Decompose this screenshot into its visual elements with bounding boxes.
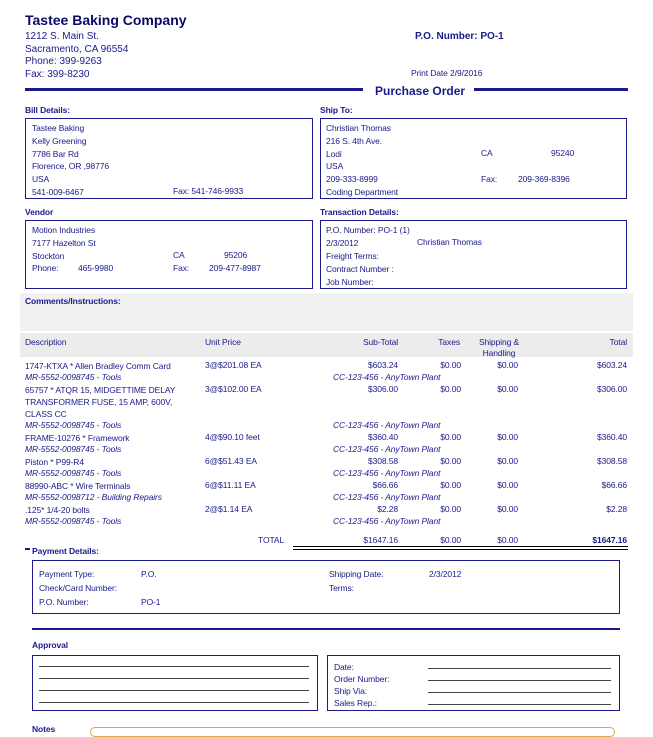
title-rule-left — [25, 88, 363, 91]
payment-type-label: Payment Type: — [39, 569, 95, 579]
approval-labels — [334, 661, 389, 709]
approval-line — [428, 692, 611, 693]
col-shipping: Shipping & Handling — [478, 337, 520, 358]
ship-box — [320, 118, 627, 199]
item-total: $306.00 — [596, 384, 627, 394]
item-unit-price: 3@$102.00 EA — [205, 384, 262, 394]
totals-rule-left — [25, 548, 30, 550]
transaction-contract: Contract Number : — [326, 264, 394, 274]
comments-heading: Comments/Instructions: — [25, 296, 121, 306]
vendor-heading: Vendor — [25, 207, 54, 217]
item-tax: $0.00 — [440, 480, 461, 490]
item-description: .125* 1/4-20 bolts — [25, 505, 90, 515]
ship-lines — [326, 122, 398, 199]
item-shipping: $0.00 — [497, 504, 518, 514]
company-phone: Phone: 399-9263 — [25, 56, 102, 67]
item-shipping: $0.00 — [497, 360, 518, 370]
item-description: 65757 * ATQR 15, MIDGETTIME DELAY TRANSFORMER FUSE, 15 AMP, 600V, CLASS CC — [25, 385, 176, 419]
bill-heading: Bill Details: — [25, 105, 70, 115]
item-account: MR-5552-0098712 - Building Repairs — [25, 492, 162, 502]
item-shipping: $0.00 — [497, 456, 518, 466]
approval-line — [428, 704, 611, 705]
item-description: 88990-ABC * Wire Terminals — [25, 481, 131, 491]
ship-name: Christian Thomas — [326, 123, 391, 133]
transaction-lines — [326, 224, 410, 289]
vendor-name: Motion Industries — [32, 225, 96, 235]
shipping-date-label: Shipping Date: — [329, 569, 384, 579]
company-address-line1: 1212 S. Main St. — [25, 31, 99, 42]
approval-details-box — [327, 655, 620, 711]
ship-zip: 95240 — [551, 148, 575, 158]
bill-line: Tastee Baking — [32, 123, 85, 133]
col-total: Total — [609, 337, 627, 347]
vendor-zip: 95206 — [224, 250, 248, 260]
vendor-street: 7177 Hazelton St — [32, 238, 96, 248]
bill-fax: Fax: 541-746-9933 — [173, 186, 244, 196]
ship-country: USA — [326, 161, 344, 172]
col-unit-price: Unit Price — [205, 337, 241, 347]
totals-double-rule — [293, 546, 628, 550]
item-subtotal: $2.28 — [377, 504, 398, 514]
item-total: $360.40 — [596, 432, 627, 442]
approval-heading: Approval — [32, 640, 69, 650]
transaction-box — [320, 220, 627, 289]
item-tax: $0.00 — [440, 384, 461, 394]
bill-line: 541-009-6467 — [32, 186, 84, 197]
approval-shipvia-label: Ship Via: — [334, 686, 367, 696]
item-unit-price: 4@$90.10 feet — [205, 432, 260, 442]
approval-order-label: Order Number: — [334, 674, 390, 684]
totals-shipping: $0.00 — [497, 535, 518, 545]
item-total: $603.24 — [596, 360, 627, 370]
signature-line — [39, 678, 309, 679]
approval-date-label: Date: — [334, 662, 354, 672]
transaction-heading: Transaction Details: — [320, 207, 399, 217]
item-unit-price: 6@$51.43 EA — [205, 456, 257, 466]
transaction-buyer: Christian Thomas — [417, 237, 482, 247]
item-tax: $0.00 — [440, 432, 461, 442]
bill-lines — [32, 122, 109, 199]
print-date: Print Date 2/9/2016 — [411, 68, 483, 78]
vendor-state: CA — [173, 250, 185, 260]
payment-po: PO-1 — [141, 597, 161, 607]
approval-line — [428, 668, 611, 669]
totals-total: $1647.16 — [592, 535, 627, 545]
bill-line: 7786 Bar Rd — [32, 148, 79, 159]
payment-type: P.O. — [141, 569, 157, 579]
ship-phone: 209-333-8999 — [326, 174, 378, 185]
approval-line — [428, 680, 611, 681]
item-unit-price: 6@$11.11 EA — [205, 480, 256, 490]
bill-line: USA — [32, 174, 50, 185]
col-taxes: Taxes — [438, 337, 460, 347]
item-description: Piston * P99-R4 — [25, 457, 84, 467]
ship-fax: 209-369-8396 — [518, 174, 570, 184]
item-account: MR-5552-0098745 - Tools — [25, 468, 122, 478]
item-description: FRAME-10276 * Framework — [25, 433, 130, 443]
ship-dept: Coding Department — [326, 186, 399, 197]
vendor-phone: 465-9980 — [78, 263, 114, 273]
company-fax: Fax: 399-8230 — [25, 68, 90, 80]
item-tax: $0.00 — [440, 456, 461, 466]
transaction-po: P.O. Number: PO-1 (1) — [326, 225, 410, 235]
item-account: MR-5552-0098745 - Tools — [25, 444, 122, 454]
payment-box — [32, 560, 620, 614]
approval-signature-box — [32, 655, 318, 711]
payment-po-label: P.O. Number: — [39, 597, 89, 607]
bill-box — [25, 118, 313, 199]
vendor-city: Stockton — [32, 251, 65, 261]
item-tax: $0.00 — [440, 360, 461, 370]
transaction-date: 2/3/2012 — [326, 238, 359, 248]
vendor-fax-label: Fax: — [173, 263, 190, 273]
doc-title: Purchase Order — [375, 84, 466, 98]
item-plant: CC-123-456 - AnyTown Plant — [333, 468, 441, 478]
company-address — [25, 31, 128, 81]
transaction-freight: Freight Terms: — [326, 251, 379, 261]
item-shipping: $0.00 — [497, 432, 518, 442]
item-unit-price: 2@$1.14 EA — [205, 504, 253, 514]
item-subtotal: $306.00 — [367, 384, 398, 394]
company-address-line2: Sacramento, CA 96554 — [25, 43, 129, 55]
item-subtotal: $360.40 — [367, 432, 398, 442]
vendor-phone-label: Phone: — [32, 263, 59, 273]
totals-label: TOTAL — [258, 535, 285, 545]
signature-line — [39, 690, 309, 691]
notes-heading: Notes — [32, 724, 56, 734]
item-shipping: $0.00 — [497, 480, 518, 490]
ship-street: 216 S. 4th Ave. — [326, 135, 382, 146]
header-po-number: P.O. Number: PO-1 — [415, 31, 504, 42]
item-account: MR-5552-0098745 - Tools — [25, 372, 122, 382]
bill-line: Kelly Greening — [32, 135, 87, 146]
payment-card-label: Check/Card Number: — [39, 583, 118, 593]
item-account: MR-5552-0098745 - Tools — [25, 516, 122, 526]
item-total: $2.28 — [606, 504, 627, 514]
item-plant: CC-123-456 - AnyTown Plant — [333, 492, 441, 502]
title-rule-right — [474, 88, 628, 91]
vendor-lines — [32, 224, 96, 263]
item-account: MR-5552-0098745 - Tools — [25, 420, 122, 430]
ship-city: Lodi — [326, 148, 342, 159]
item-plant: CC-123-456 - AnyTown Plant — [333, 516, 441, 526]
payment-heading: Payment Details: — [32, 546, 99, 556]
totals-taxes: $0.00 — [440, 535, 461, 545]
ship-state: CA — [481, 148, 493, 158]
item-unit-price: 3@$201.08 EA — [205, 360, 262, 370]
bill-line: Florence, OR ,98776 — [32, 161, 110, 172]
notes-box — [90, 727, 615, 737]
item-total: $308.58 — [596, 456, 627, 466]
approval-salesrep-label: Sales Rep.: — [334, 698, 377, 708]
item-plant: CC-123-456 - AnyTown Plant — [333, 420, 441, 430]
vendor-box — [25, 220, 313, 289]
item-tax: $0.00 — [440, 504, 461, 514]
shipping-date: 2/3/2012 — [429, 569, 462, 579]
item-total: $66.66 — [601, 480, 627, 490]
signature-line — [39, 666, 309, 667]
col-subtotal: Sub-Total — [362, 337, 398, 347]
totals-subtotal: $1647.16 — [363, 535, 398, 545]
vendor-fax: 209-477-8987 — [209, 263, 261, 273]
item-description: 1747-KTXA * Allen Bradley Comm Card — [25, 361, 171, 371]
item-subtotal: $66.66 — [372, 480, 398, 490]
item-plant: CC-123-456 - AnyTown Plant — [333, 372, 441, 382]
transaction-job: Job Number: — [326, 277, 374, 287]
item-plant: CC-123-456 - AnyTown Plant — [333, 444, 441, 454]
ship-heading: Ship To: — [320, 105, 353, 115]
ship-fax-label: Fax: — [481, 174, 498, 184]
company-name: Tastee Baking Company — [25, 12, 187, 28]
item-subtotal: $308.58 — [367, 456, 398, 466]
signature-line — [39, 702, 309, 703]
approval-rule — [32, 628, 620, 630]
item-shipping: $0.00 — [497, 384, 518, 394]
col-description: Description — [25, 337, 67, 347]
item-subtotal: $603.24 — [367, 360, 398, 370]
terms-label: Terms: — [329, 583, 354, 593]
table-header-bg — [20, 333, 633, 357]
